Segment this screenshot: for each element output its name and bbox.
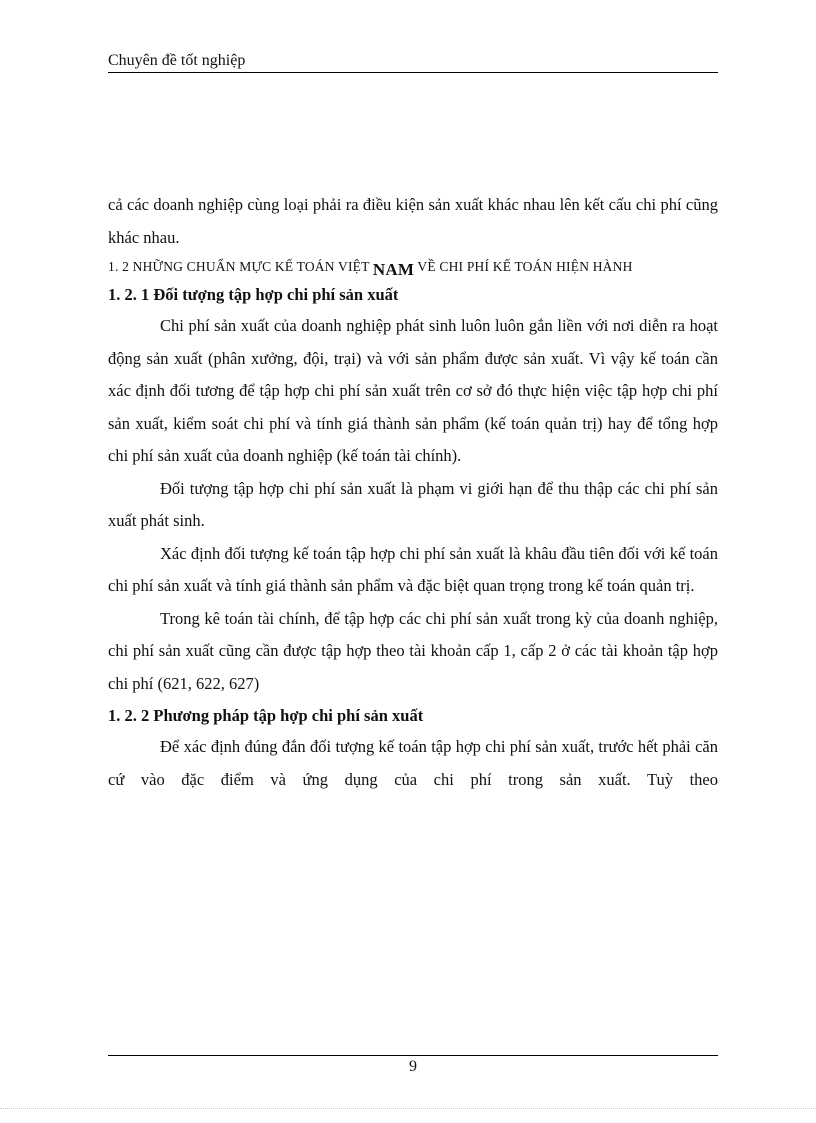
page-header (108, 48, 718, 73)
section-heading-1-2-nam: NAM (372, 260, 415, 279)
paragraph-1: Chi phí sản xuất của doanh nghiệp phát sinh luôn luôn gắn liền với nơi diễn ra hoạt động sản xuất (phân xưởng, đội, trại) và với sản phẩm được sản xuất. Vì vậy kế toán cần xác định đối tương để tập hợp chi phí sản xuất trên cơ sở đó thực hiện việc tập hợp chi phí sản xuất, kiểm soát chi phí và tính giá thành sản phẩm (kế toán quản trị) hay để tổng hợp chi phí sản xuất của doanh nghiệp (kế toán tài chính). (108, 316, 718, 465)
paragraph-intro: cả các doanh nghiệp cùng loại phải ra điều kiện sản xuất khác nhau lên kết cấu chi phí cũng khác nhau. (108, 195, 718, 247)
paragraph-4: Trong kê toán tài chính, để tập hợp các chi phí sản xuất trong kỳ của doanh nghiệp, chi phí sản xuất cũng cần được tập hợp theo tài khoản cấp 1, cấp 2 ở các tài khoản tập hợp chi phí (621, 622, 627) (108, 608, 718, 693)
page-body (108, 189, 718, 796)
paragraph-5: Để xác định đúng đắn đối tượng kế toán tập hợp chi phí sản xuất, trước hết phải căn cứ vào đặc điểm và ứng dụng của chi phí trong sản xuất. Tuỳ theo (108, 737, 718, 789)
section-heading-1-2-suffix: VỀ CHI PHÍ KẾ TOÁN HIỆN HÀNH (414, 259, 633, 274)
subsection-heading-1-2-1: 1. 2. 1 Đối tượng tập hợp chi phí sản xuất (108, 285, 399, 304)
paragraph-2: Đối tượng tập hợp chi phí sản xuất là phạm vi giới hạn để thu thập các chi phí sản xuất phát sinh. (108, 478, 718, 530)
section-heading-1-2-prefix: 1. 2 NHỮNG CHUẨN MỰC KẾ TOÁN VIỆT (108, 259, 373, 274)
section-heading-1-2 (108, 254, 718, 279)
header-title: Chuyên đề tốt nghiệp (108, 52, 246, 69)
subsection-heading-1-2-2: 1. 2. 2 Phương pháp tập hợp chi phí sản xuất (108, 706, 424, 725)
paragraph-3: Xác định đối tượng kế toán tập hợp chi phí sản xuất là khâu đầu tiên đối với kế toán chi phí sản xuất và tính giá thành sản phẩm và đặc biệt quan trọng trong kế toán quản trị. (108, 543, 718, 595)
page-number: 9 (409, 1058, 417, 1075)
page-edge-dotted-line (0, 1108, 816, 1109)
footer-rule (108, 1055, 718, 1056)
